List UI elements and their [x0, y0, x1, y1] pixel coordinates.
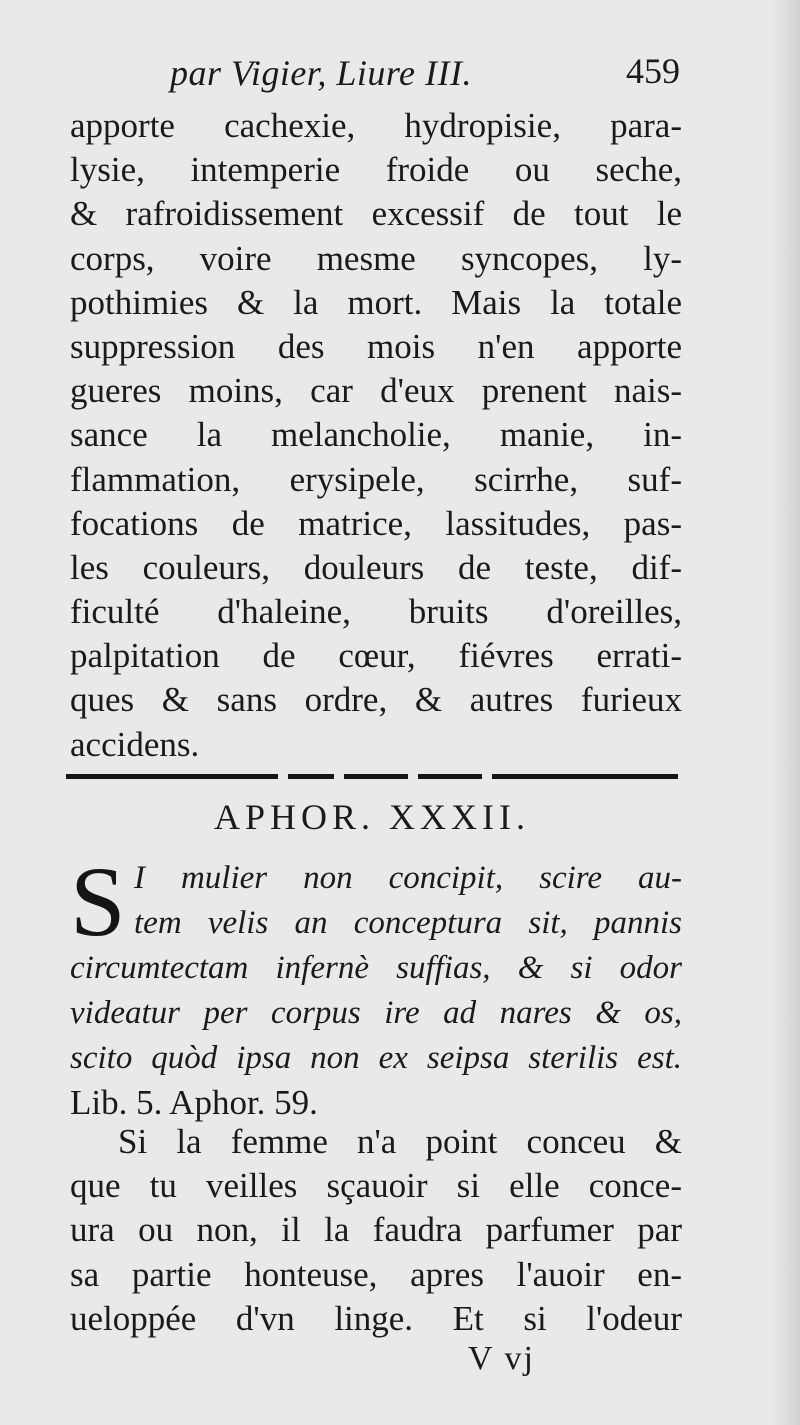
section-divider	[66, 770, 678, 782]
text-line: palpitation de cœur, fiévres errati-	[70, 636, 682, 676]
latin-line: tem velis an conceptura sit, pannis	[134, 905, 682, 941]
text-line: ueloppée d'vn linge. Et si l'odeur	[70, 1298, 682, 1338]
page-number: 459	[626, 51, 680, 91]
latin-line: scito quòd ipsa non ex seipsa sterilis est.	[70, 1040, 682, 1076]
aphorism-heading: APHOR. XXXII.	[214, 797, 530, 837]
text-line: les couleurs, douleurs de teste, dif-	[70, 547, 682, 587]
latin-line: I mulier non concipit, scire au-	[134, 860, 682, 896]
paragraph-1	[70, 104, 682, 767]
latin-line: videatur per corpus ire ad nares & os,	[70, 995, 682, 1031]
page-header	[160, 48, 680, 98]
latin-aphorism	[70, 846, 682, 1125]
text-line: corps, voire mesme syncopes, ly-	[70, 238, 682, 278]
aphorism-reference: Lib. 5. Aphor. 59.	[70, 1083, 318, 1122]
text-line: & rafroidissement excessif de tout le	[70, 194, 682, 234]
text-line: sance la melancholie, manie, in-	[70, 415, 682, 455]
text-line: que tu veilles sçauoir si elle conce-	[70, 1166, 682, 1206]
text-line: Si la femme n'a point conceu &	[118, 1122, 682, 1161]
text-line: suppression des mois n'en apporte	[70, 326, 682, 366]
text-line: focations de matrice, lassitudes, pas-	[70, 503, 682, 543]
text-line: ficulté d'haleine, bruits d'oreilles,	[70, 592, 682, 632]
text-line: lysie, intemperie froide ou seche,	[70, 150, 682, 190]
divider-segment	[288, 774, 334, 779]
divider-segment	[418, 774, 482, 779]
paragraph-2	[70, 1120, 682, 1341]
text-line: gueres moins, car d'eux prenent nais-	[70, 371, 682, 411]
latin-line: circumtectam infernè suffias, & si odor	[70, 950, 682, 986]
divider-segment	[492, 774, 678, 779]
divider-segment	[344, 774, 408, 779]
signature-mark: V vj	[468, 1340, 535, 1377]
text-line: ques & sans ordre, & autres furieux	[70, 680, 682, 720]
text-line: pothimies & la mort. Mais la totale	[70, 282, 682, 322]
text-line: accidens.	[70, 724, 200, 764]
divider-segment	[66, 774, 278, 779]
running-title: par Vigier, Liure III.	[170, 53, 472, 93]
text-line: apporte cachexie, hydropisie, para-	[70, 106, 682, 145]
page-edge-shadow	[770, 0, 800, 1425]
text-line: ura ou non, il la faudra parfumer par	[70, 1210, 682, 1250]
drop-cap: S	[70, 846, 126, 957]
text-line: flammation, erysipele, scirrhe, suf-	[70, 459, 682, 499]
text-line: sa partie honteuse, apres l'auoir en-	[70, 1254, 682, 1294]
